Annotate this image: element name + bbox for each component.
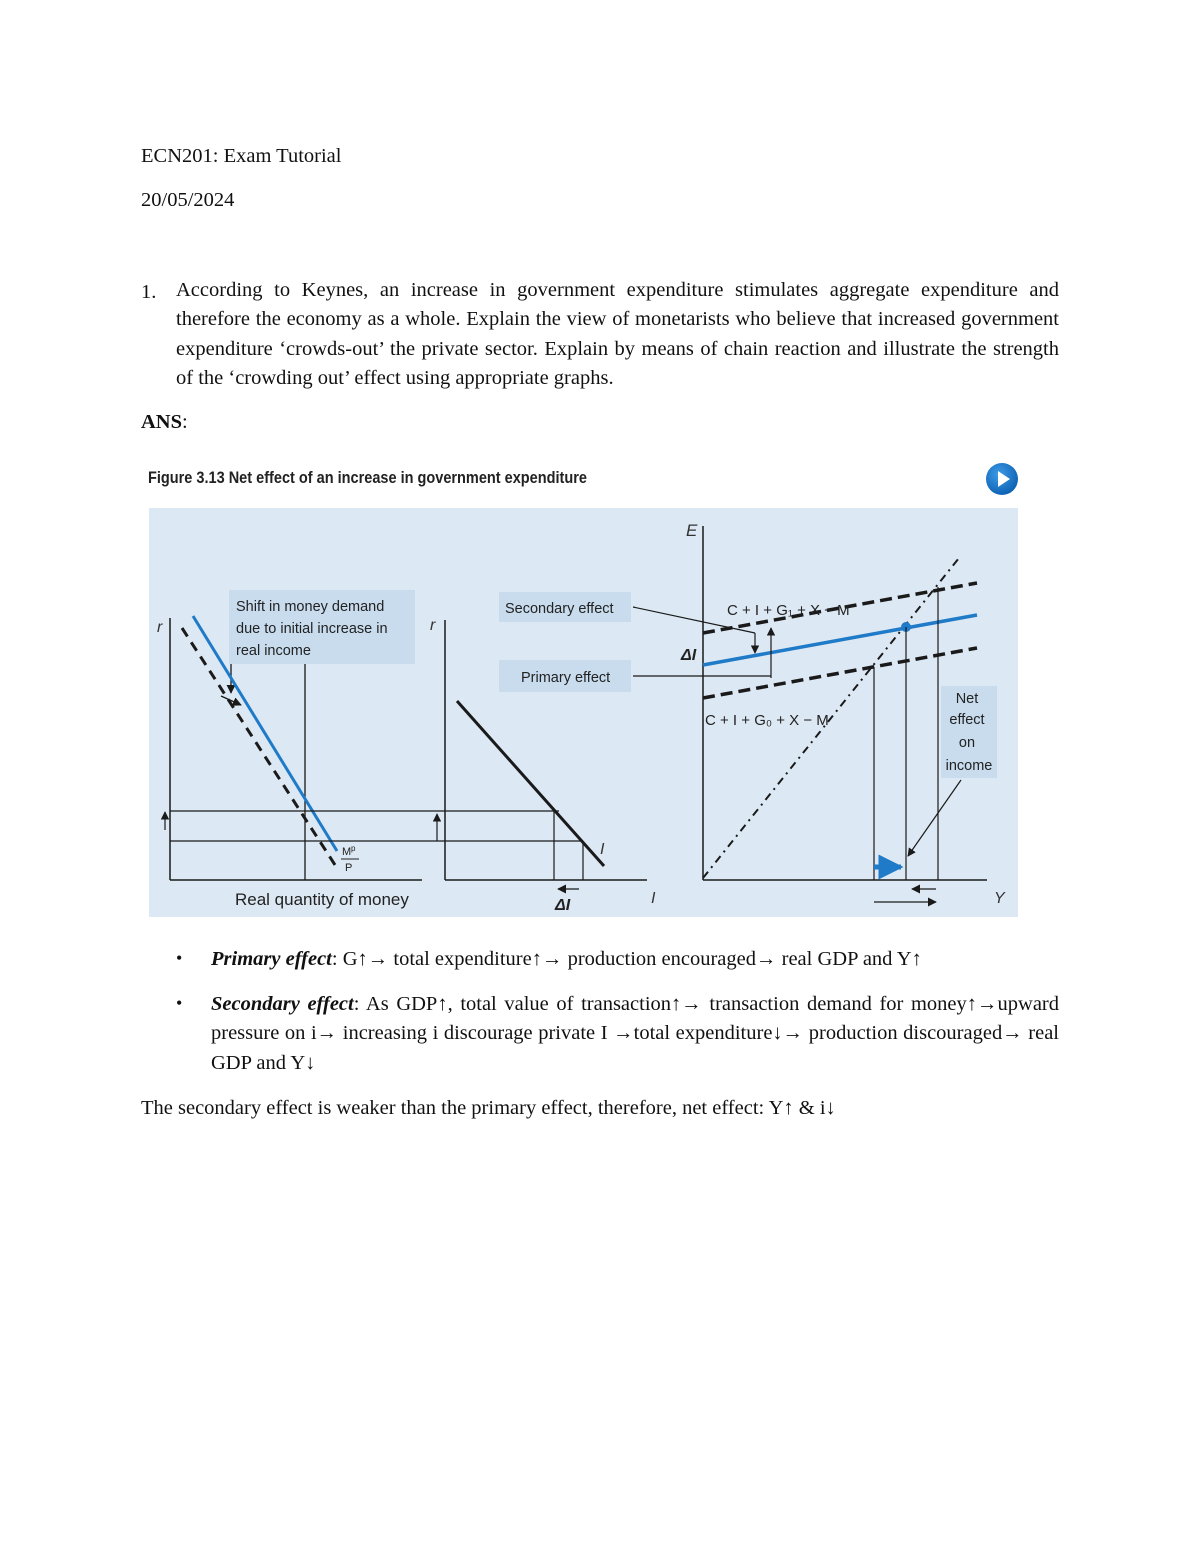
money-supply-label-num: M xyxy=(342,846,352,858)
net-effect-line-1: Net xyxy=(955,691,979,707)
primary-label: Primary effect xyxy=(521,670,611,686)
money-x-axis-label: Real quantity of money xyxy=(235,890,409,909)
bullet-1-text: : G↑→ total expenditure↑→ production encouraged→ real GDP and Y↑ xyxy=(331,948,922,970)
crowding-out-figure xyxy=(149,508,1018,917)
bullet-secondary-effect xyxy=(211,990,1059,1078)
bullet-marker-1: • xyxy=(176,948,183,968)
invest-x-axis-label: I xyxy=(651,890,656,907)
document-date: 20/05/2024 xyxy=(141,189,235,211)
exp-y-axis-label: E xyxy=(686,521,698,540)
lower-line-label: C + I + G₀ + X − M xyxy=(705,712,829,729)
exp-delta-label: ΔI xyxy=(681,647,697,664)
conclusion-text: The secondary effect is weaker than the primary effect, therefore, net effect: Y↑ & i↓ xyxy=(141,1097,836,1119)
question-text: According to Keynes, an increase in government expenditure stimulates aggregate expenditure and therefore the economy as a whole. Explain the view of monetarists who believe that increased government expenditure ‘crowds-out’ the private sector. Explain by means of chain reaction and illustrate the strength of the ‘crowding out’ effect using appropriate graphs. xyxy=(176,279,1059,389)
bullet-primary-effect xyxy=(211,945,1059,974)
money-annotation: Shift in money demand due to initial increase in real income xyxy=(236,599,388,659)
figure-caption: Figure 3.13 Net effect of an increase in government expenditure xyxy=(148,469,587,487)
bullet-2-lead: Secondary effect xyxy=(211,993,354,1015)
money-y-axis-label: r xyxy=(157,619,163,636)
invest-delta-label: ΔI xyxy=(555,897,571,914)
bullet-1-lead: Primary effect xyxy=(211,948,332,970)
question-number: 1. xyxy=(141,281,157,303)
bullet-2-text: : As GDP↑, total value of transaction↑→ transaction demand for money↑→upward pressure on i→ increasing i discourage private I →total expenditure↓→ production discouraged→ real GDP and Y↓ xyxy=(211,993,1059,1074)
net-effect-line-4: income xyxy=(945,758,993,774)
answer-label-text: ANS xyxy=(141,411,183,433)
document-title: ECN201: Exam Tutorial xyxy=(141,145,342,167)
secondary-label: Secondary effect xyxy=(505,601,614,617)
upper-line-label: C + I + G₁ + X − M xyxy=(727,602,850,619)
answer-colon: : xyxy=(182,411,188,433)
net-effect-line-2: effect xyxy=(949,712,985,728)
net-effect-line-3: on xyxy=(958,735,976,751)
answer-label xyxy=(141,408,188,437)
money-supply-label-den: P xyxy=(345,862,353,874)
bullet-marker-2: • xyxy=(176,993,183,1013)
money-supply-label-sup: p xyxy=(351,844,356,853)
invest-y-axis-label: r xyxy=(430,617,436,634)
investment-curve-label: I xyxy=(600,841,605,858)
play-circle-icon[interactable] xyxy=(985,462,1019,496)
exp-x-axis-label: Y xyxy=(994,890,1005,907)
